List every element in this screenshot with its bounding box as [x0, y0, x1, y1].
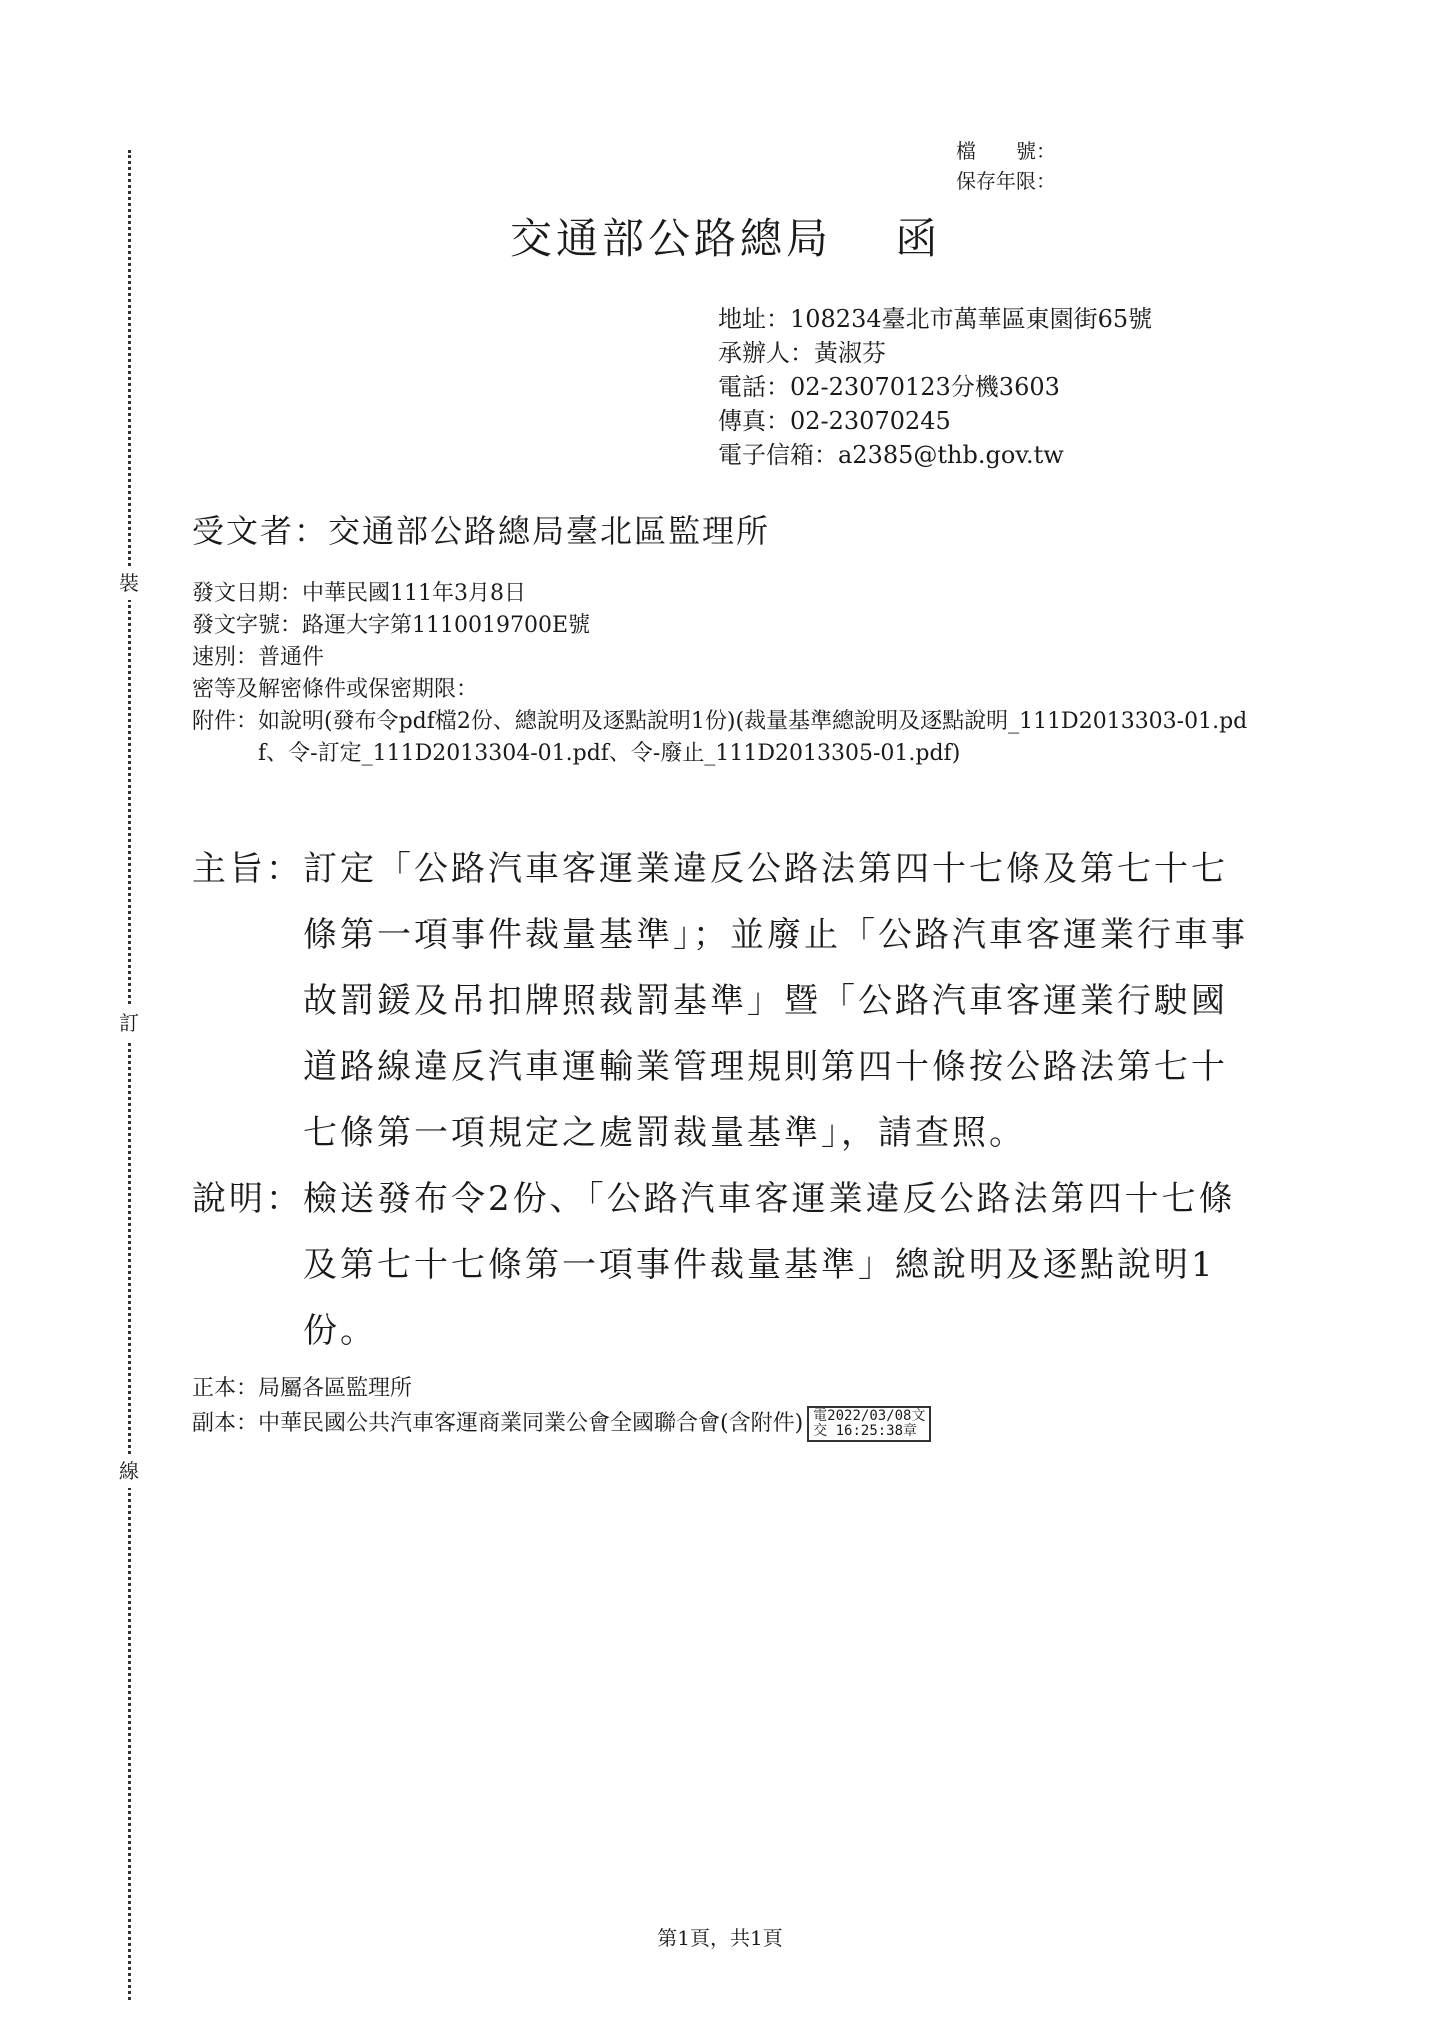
- binding-mark-zhuang: 裝: [112, 566, 146, 600]
- contact-handler: 承辦人：黃淑芬: [718, 339, 886, 367]
- file-info: [956, 136, 1056, 196]
- binding-mark-xian: 線: [112, 1454, 146, 1488]
- meta-block: [192, 578, 1272, 770]
- original-recipient: 正本：局屬各區監理所: [192, 1376, 413, 1401]
- page-number: 第1頁，共1頁: [657, 1926, 783, 1950]
- contact-block: [718, 302, 1152, 472]
- issue-date: 發文日期：中華民國111年3月8日: [192, 581, 526, 606]
- document-title: 交通部公路總局 函: [510, 214, 942, 263]
- secrecy-level: 密等及解密條件或保密期限：: [192, 677, 479, 702]
- copy-recipient: 副本：中華民國公共汽車客運商業同業公會全國聯合會(含附件): [192, 1411, 804, 1436]
- description-label: 說明：: [192, 1179, 303, 1219]
- stamp-line-2: 交 16:25:38章: [813, 1423, 918, 1439]
- subject-label: 主旨：: [192, 849, 303, 889]
- contact-email: 電子信箱：a2385@thb.gov.tw: [718, 441, 1064, 469]
- description-section: [192, 1166, 1263, 1364]
- file-number-label: 檔 號：: [956, 139, 1056, 163]
- attachment-text: 如說明(發布令pdf檔2份、總說明及逐點說明1份)(裁量基準總說明及逐點說明_111D2013303-01.pdf、令-訂定_111D2013304-01.pdf、令-廢止_111D2013305-01.pdf): [258, 709, 1248, 766]
- copies-block: [192, 1372, 931, 1442]
- subject-text: 訂定「公路汽車客運業違反公路法第四十七條及第七十七條第一項事件裁量基準」；並廢止「公路汽車客運業行車事故罰鍰及吊扣牌照裁罰基準」暨「公路汽車客運業行駛國道路線違反汽車運輸業管理規則第四十條按公路法第七十七條第一項規定之處罰裁量基準」，請查照。: [303, 849, 1248, 1153]
- document-number: 發文字號：路運大字第1110019700E號: [192, 613, 591, 638]
- attachment-label: 附件：: [192, 709, 259, 734]
- recipient: 受文者：交通部公路總局臺北區監理所: [192, 512, 771, 550]
- stamp-line-1: 電2022/03/08文: [813, 1408, 926, 1424]
- subject-section: [192, 836, 1263, 1166]
- description-text: 檢送發布令2份、「公路汽車客運業違反公路法第四十七條及第七十七條第一項事件裁量基準」總說明及逐點說明1份。: [303, 1179, 1236, 1351]
- retention-period-label: 保存年限：: [956, 169, 1056, 193]
- attachment-row: [192, 706, 1272, 770]
- contact-phone: 電話：02-23070123分機3603: [718, 373, 1060, 401]
- binding-mark-ding: 訂: [112, 1006, 146, 1040]
- binding-dotted-line: [128, 150, 131, 2000]
- speed-class: 速別：普通件: [192, 645, 325, 670]
- copy-row: [192, 1406, 931, 1442]
- timestamp-stamp: [807, 1406, 931, 1442]
- contact-address: 地址：108234臺北市萬華區東園街65號: [718, 305, 1153, 333]
- contact-fax: 傳真：02-23070245: [718, 407, 951, 435]
